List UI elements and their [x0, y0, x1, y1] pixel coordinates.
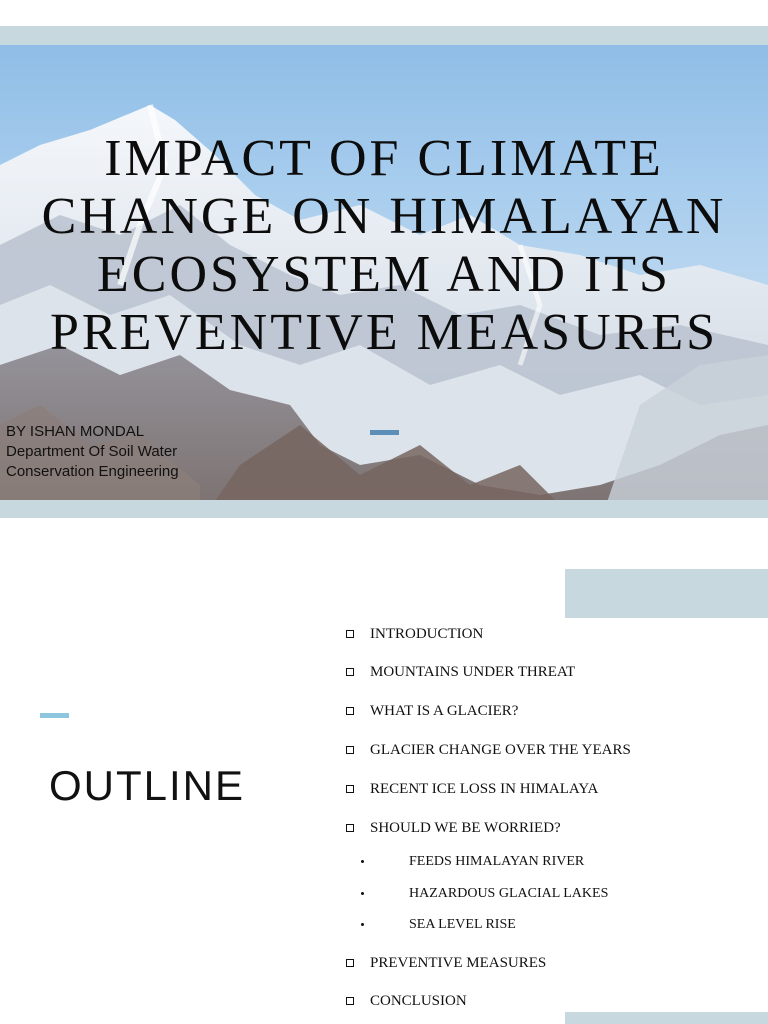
bullet-dot-icon [361, 892, 364, 895]
checkbox-bullet-icon [346, 630, 354, 638]
author-byline [6, 422, 179, 482]
checkbox-bullet-icon [346, 824, 354, 832]
checkbox-bullet-icon [346, 707, 354, 715]
list-item-label: MOUNTAINS UNDER THREAT [370, 664, 576, 680]
corner-accent-block [565, 1012, 768, 1024]
list-item-label: GLACIER CHANGE OVER THE YEARS [370, 742, 631, 758]
checkbox-bullet-icon [346, 668, 354, 676]
bullet-dot-icon [361, 923, 364, 926]
title-line: ECOSYSTEM AND ITS [97, 246, 671, 303]
outline-list [0, 540, 768, 1024]
checkbox-bullet-icon [346, 997, 354, 1005]
checkbox-bullet-icon [346, 785, 354, 793]
department-line: Department Of Soil Water [6, 443, 178, 460]
list-item-label: SHOULD WE BE WORRIED? [370, 820, 561, 836]
title-line: IMPACT OF CLIMATE [104, 130, 664, 187]
sub-list-item-label: SEA LEVEL RISE [409, 917, 516, 932]
outline-slide [0, 540, 768, 1024]
title-line: PREVENTIVE MEASURES [49, 304, 719, 361]
list-item-label: INTRODUCTION [370, 626, 484, 642]
slide-title [0, 130, 768, 362]
list-item-label: CONCLUSION [370, 993, 467, 1009]
accent-dash [370, 430, 399, 435]
bullet-dot-icon [361, 860, 364, 863]
checkbox-bullet-icon [346, 959, 354, 967]
author-name: BY ISHAN MONDAL [6, 423, 145, 440]
title-line: CHANGE ON HIMALAYAN [41, 188, 727, 245]
sub-list-item-label: HAZARDOUS GLACIAL LAKES [409, 886, 609, 901]
bottom-accent-bar [0, 500, 768, 518]
sub-list-item-label: FEEDS HIMALAYAN RIVER [409, 854, 585, 869]
list-item-label: WHAT IS A GLACIER? [370, 703, 519, 719]
list-item-label: PREVENTIVE MEASURES [370, 955, 547, 971]
outline-heading: OUTLINE [49, 762, 246, 809]
checkbox-bullet-icon [346, 746, 354, 754]
title-slide [0, 26, 768, 518]
list-item-label: RECENT ICE LOSS IN HIMALAYA [370, 781, 599, 797]
department-line: Conservation Engineering [6, 463, 179, 480]
